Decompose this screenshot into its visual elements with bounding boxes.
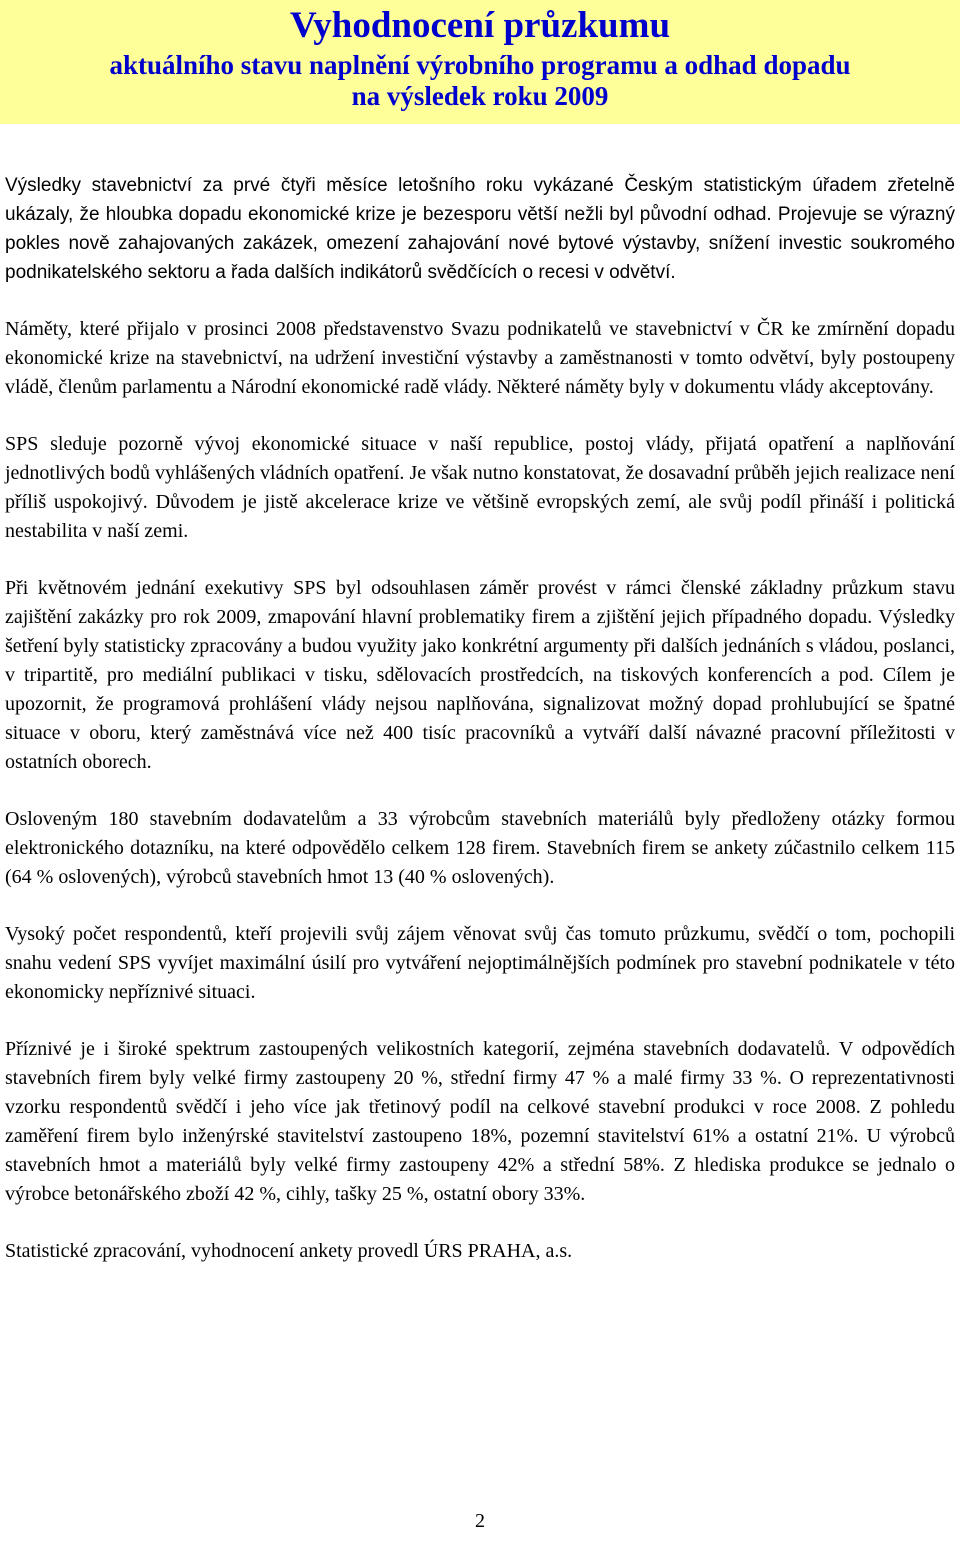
paragraph-osloveni: Osloveným 180 stavebním dodavatelům a 33 výrobcům stavebních materiálů byly předloženy otázky formou elektronického dotazníku, na které odpovědělo celkem 128 firem. Stavebních firem se ankety zúčastnilo celkem 115 (64 % oslovených), výrobců stavebních hmot 13 (40 % oslovených).: [5, 808, 955, 888]
page-number: 2: [475, 1510, 485, 1532]
subtitle-line-1: aktuálního stavu naplnění výrobního programu a odhad dopadu: [109, 50, 851, 80]
paragraph-intro: Výsledky stavebnictví za prvé čtyři měsíce letošního roku vykázané Českým statistickým úřadem zřetelně ukázaly, že hloubka dopadu ekonomické krize je bezesporu větší nežli byl původní odhad. Projevuje se výrazný pokles nově zahajovaných zakázek, omezení zahajování nové bytové výstavby, snížení investic soukromého podnikatelského sektoru a řada dalších indikátorů svědčících o recesi v odvětví.: [5, 175, 955, 283]
paragraph-sps: SPS sleduje pozorně vývoj ekonomické situace v naší republice, postoj vlády, přijatá opatření a naplňování jednotlivých bodů vyhlášených vládních opatření. Je však nutno konstatovat, že dosavadní průběh jejich realizace není příliš uspokojivý. Důvodem je jistě akcelerace krize ve většině evropských zemí, ale svůj podíl přináší i politická nestabilita v naší zemi.: [5, 433, 955, 542]
paragraph-zpracovani: Statistické zpracování, vyhodnocení ankety provedl ÚRS PRAHA, a.s.: [5, 1240, 573, 1262]
paragraph-jednani: Při květnovém jednání exekutivy SPS byl odsouhlasen záměr provést v rámci členské základny průzkum stavu zajištění zakázky pro rok 2009, zmapování hlavní problematiky firem a zjištění jejich případného dopadu. Výsledky šetření byly statisticky zpracovány a budou využity jako konkrétní argumenty při dalších jednáních s vládou, poslanci, v tripartitě, pro mediální publikaci v tisku, sdělovacích prostředcích, na tiskových konferencích a pod. Cílem je upozornit, že programová prohlášení vlády nejsou naplňována, signalizovat možný dopad prohlubující se špatné situace v oboru, který zaměstnává více než 400 tisíc pracovníků a vytváří další návazné pracovní příležitosti v ostatních oborech.: [5, 577, 955, 773]
document-body: [5, 171, 955, 1294]
paragraph-spektrum: Příznivé je i široké spektrum zastoupených velikostních kategorií, zejména stavebních dodavatelů. V odpovědích stavebních firem byly velké firmy zastoupeny 20 %, střední firmy 47 % a malé firmy 33 %. O reprezentativnosti vzorku respondentů svědčí i jeho více jak třetinový podíl na celkové stavební produkci v roce 2008. Z pohledu zaměření firem bylo inženýrské stavitelství zastoupeno 18%, pozemní stavitelství 61% a ostatní 21%. U výrobců stavebních hmot a materiálů byly velké firmy zastoupeny 42% a střední 58%. Z hlediska produkce se jednalo o výrobce betonářského zboží 42 %, cihly, tašky 25 %, ostatní obory 33%.: [5, 1038, 955, 1205]
paragraph-namety: Náměty, které přijalo v prosinci 2008 představenstvo Svazu podnikatelů ve stavebnictví v ČR ke zmírnění dopadu ekonomické krize na stavebnictví, na udržení investiční výstavby a zaměstnanosti v tomto odvětví, byly postoupeny vládě, členům parlamentu a Národní ekonomické radě vlády. Některé náměty byly v dokumentu vlády akceptovány.: [5, 318, 955, 398]
subtitle-line-2: na výsledek roku 2009: [351, 81, 609, 111]
document-subtitle: [0, 50, 960, 112]
title-box: [0, 0, 960, 124]
paragraph-respondenti: Vysoký počet respondentů, kteří projevili svůj zájem věnovat svůj čas tomuto průzkumu, svědčí o tom, pochopili snahu vedení SPS vyvíjet maximální úsilí pro vytváření nejoptimálnějších podmínek pro stavební podnikatele v této ekonomicky nepříznivé situaci.: [5, 923, 955, 1003]
document-title: Vyhodnocení průzkumu: [289, 5, 671, 46]
